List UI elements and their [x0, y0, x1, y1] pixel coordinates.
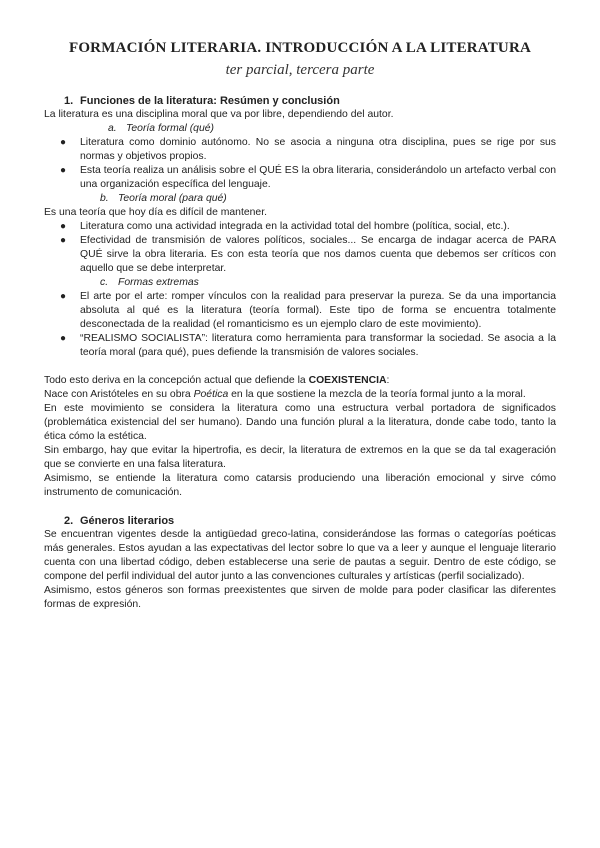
- paragraph: En este movimiento se considera la literatura como una estructura verbal portadora de significados (problemática existencial del ser humano). Dando una función plural a la literatura, donde cabe todo, tanto la ética cómo la estética.: [44, 403, 556, 442]
- bullet-icon: ●: [60, 165, 67, 176]
- list-item: ● “REALISMO SOCIALISTA”: literatura como herramienta para transformar la sociedad. Se asocia a la teoría moral (para qué), pues defiende la transmisión de valores sociales.: [60, 333, 556, 358]
- subsection-c-label: Formas extremas: [118, 277, 199, 288]
- bullet-icon: ●: [60, 333, 67, 344]
- subsection-a-label: Teoría formal (qué): [126, 123, 214, 134]
- coexistencia-paragraph: Todo esto deriva en la concepción actual que defiende la COEXISTENCIA:: [44, 375, 390, 386]
- subsection-b-heading: [44, 192, 556, 206]
- list-item: ● El arte por el arte: romper vínculos con la realidad para preservar la pureza. Se da una importancia absoluta al qué es la literatura (teoría formal). Este tipo de forma se encuentra totalmente desconectada de la realidad (el romanticismo es un ejemplo claro de este movimiento).: [60, 291, 556, 330]
- list-item: ● Efectividad de transmisión de valores políticos, sociales... Se encarga de indagar acerca de PARA QUÉ sirve la obra literaria. Es con esta teoría que nos damos cuenta que debemos ser críticos con aquello que se debe interpretar.: [60, 235, 556, 274]
- subsection-c-heading: [44, 276, 556, 290]
- subsection-a-heading: [44, 122, 556, 136]
- section-2-title: Géneros literarios: [80, 515, 175, 527]
- bullet-icon: ●: [60, 137, 67, 148]
- document-subtitle: ter parcial, tercera parte: [225, 62, 375, 78]
- paragraph: Asimismo, se entiende la literatura como catarsis produciendo una liberación emocional y sirve cómo instrumento de comunicación.: [44, 473, 556, 498]
- paragraph: Sin embargo, hay que evitar la hipertrofia, es decir, la literatura de extremos en la que se da tal exageración que se convierte en una falsa literatura.: [44, 445, 556, 470]
- section-2-heading: [44, 514, 556, 528]
- document-title: FORMACIÓN LITERARIA. INTRODUCCIÓN A LA LITERATURA: [68, 40, 532, 56]
- subsection-b-intro: Es una teoría que hoy día es difícil de mantener.: [44, 207, 267, 218]
- section-2-number: 2.: [64, 515, 74, 527]
- subsection-b-letter: b.: [100, 193, 109, 204]
- paragraph: Se encuentran vigentes desde la antigüedad greco-latina, considerándose las formas o categorías poéticas más generales. Estos ayudan a las expectativas del lector sobre lo que va a leer y aunque el lenguaje literario cuenta con una libertad código, deben establecerse una serie de pautas a seguir. Dentro de este código, se compone del perfil individual del autor junto a las convenciones culturales y artísticas (perfil socializado).: [44, 529, 556, 582]
- section-1-intro: La literatura es una disciplina moral que va por libre, dependiendo del autor.: [44, 109, 394, 120]
- section-1-number: 1.: [64, 95, 74, 107]
- spacer: [44, 500, 556, 514]
- list-item: ● Esta teoría realiza un análisis sobre el QUÉ ES la obra literaria, considerándolo un artefacto verbal con una organización específica del lenguaje.: [60, 165, 556, 190]
- bullet-icon: ●: [60, 235, 67, 246]
- paragraph: Asimismo, estos géneros son formas preexistentes que sirven de molde para poder clasificar las diferentes formas de expresión.: [44, 585, 556, 610]
- bullet-list-a: [44, 136, 556, 192]
- subsection-b-label: Teoría moral (para qué): [118, 193, 227, 204]
- spacer: [44, 360, 556, 374]
- bullet-list-c: [44, 290, 556, 360]
- section-1-title: Funciones de la literatura: Resúmen y conclusión: [80, 95, 340, 107]
- aristoteles-paragraph: Nace con Aristóteles en su obra Poética en la que sostiene la mezcla de la teoría formal junto a la moral.: [44, 389, 526, 400]
- list-item: ● Literatura como dominio autónomo. No se asocia a ninguna otra disciplina, pues se rige por sus normas y objetivos propios.: [60, 137, 556, 162]
- subsection-c-letter: c.: [100, 277, 109, 288]
- bullet-icon: ●: [60, 221, 67, 232]
- bullet-list-b: [44, 220, 556, 276]
- bullet-icon: ●: [60, 291, 67, 302]
- subsection-a-letter: a.: [108, 123, 117, 134]
- section-1-heading: [44, 94, 556, 108]
- list-item: ● Literatura como una actividad integrada en la actividad total del hombre (política, social, etc.).: [60, 221, 510, 232]
